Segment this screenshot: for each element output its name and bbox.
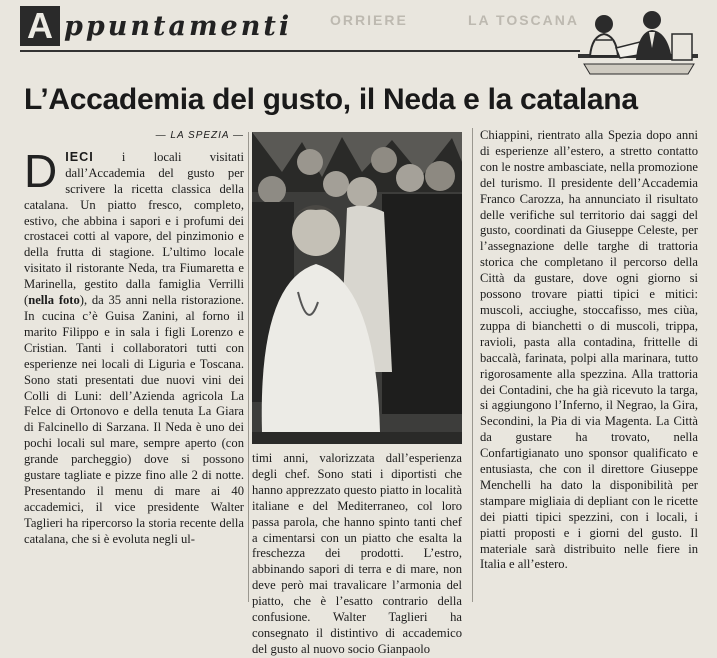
article-column-1	[24, 128, 244, 548]
rubric-letter: A	[20, 6, 60, 46]
column-divider	[472, 128, 473, 602]
lead-text: i locali visitati dall’Accademia del gusto per scrivere la ricetta classica della catalana. Un piatto fresco, completo, estivo, che abbina i sapori e i profumi dei crostacei cotti al vapore, del pinzimonio e della frutta di stagione. L’ultimo locale visitato il ristorante Neda, tra Fiumaretta e Marinella, gestito dalla famiglia Verrilli (	[24, 149, 244, 308]
lead-paragraph	[24, 144, 244, 548]
dateline: — LA SPEZIA —	[155, 130, 244, 141]
family-photo	[252, 132, 462, 444]
article-headline: L’Accademia del gusto, il Neda e la catalana	[24, 83, 638, 116]
rubric-title: ppuntamenti	[64, 10, 293, 42]
bleed-through-text-right: LA TOSCANA	[468, 12, 579, 28]
lead-text-continued: ), da 35 anni nella ristorazione. In cucina c’è Guisa Zanini, al forno il marito Filippo e in sala i figli Lorenzo e Cristian. Tanti i collaboratori tutti con esperienze nei locali di Liguria e Toscana. Sono stati presentati due nuovi vini dei Colli di Luni: dell’Azienda agricola La Felce di Ortonovo e della tenuta La Giara di Falcinello di Sarzana. Il Neda è uno dei pochi locali sul mare, sempre aperto (con grande parcheggio) dove si possono gustare tagliate e pizze fino alle 2 di notte. Presentando il menu di mare ai 40 accademici, il vice presidente Walter Taglieri ha ripercorso la storia recente della catalana, che si è evoluta negli ul-	[24, 293, 244, 546]
photo-reference: nella foto	[28, 293, 80, 308]
drop-cap: D	[24, 144, 58, 197]
bleed-through-text-left: ORRIERE	[330, 12, 408, 28]
article-column-3	[480, 128, 698, 573]
column-2-text: timi anni, valorizzata dall’esperienza degli chef. Sono stati i diportisti che hanno apprezzato questo piatto in località italiane e del Mediterraneo, col loro passa parola, che hanno spinto tanti chef a cimentarsi con un piatto che esalta la freschezza dei prodotti. L’estro, abbinando sapori di terra e di mare, non deve però mai travalicare l’armonia del piatto, che è l’esatto contrario della confusione. Walter Taglieri ha consegnato il distintivo di accademico del gusto al nuovo socio Gianpaolo	[252, 451, 462, 656]
header-rule	[20, 50, 580, 52]
rubric-illustration	[578, 4, 698, 80]
lead-word: IECI	[65, 149, 94, 164]
section-rubric	[20, 6, 292, 46]
article-column-2	[252, 451, 462, 658]
column-divider	[248, 132, 249, 602]
column-3-text: Chiappini, rientrato alla Spezia dopo anni di esperienze all’estero, a stretto contatto con le nostre ambasciate, nella promozione del turismo. Il presidente dell’Accademia Franco Carozza, ha annunciato il risultato delle verifiche sul territorio dai saggi del gusto, coordinati da Giuseppe Celeste, per l’assegnazione delle targhe di trattoria storica che completano il percorso della Città da gustare, dove ogni giorno si possono trovare piatti tipici e mitici: muscoli, acciughe, stoccafisso, mes ciùa, zuppa di bianchetti o di muscoli, trippa, ravioli, pasta alla contadina, frittelle di baccalà, farinata, polpi alla marinara, tutto rigorosamente alla spezzina. Alla trattoria dei Contadini, che ha già ricevuto la targa, si aggiungono l’Inferno, il Negrao, la Gira, Secondini, la Pia di via Magenta. La Città da gustare ha trovato, nella Confartigianato uno sponsor qualificato e entusiasta, che con il direttore Giuseppe Menchelli ha dato la disponibilità per stampare migliaia di depliant con le ricette dei piatti tipici spezzini, con i locali, i piatti proposti e i giorni del gusto. Il materiale sarà distribuito nelle fiere in Italia e all’estero.	[480, 128, 698, 572]
